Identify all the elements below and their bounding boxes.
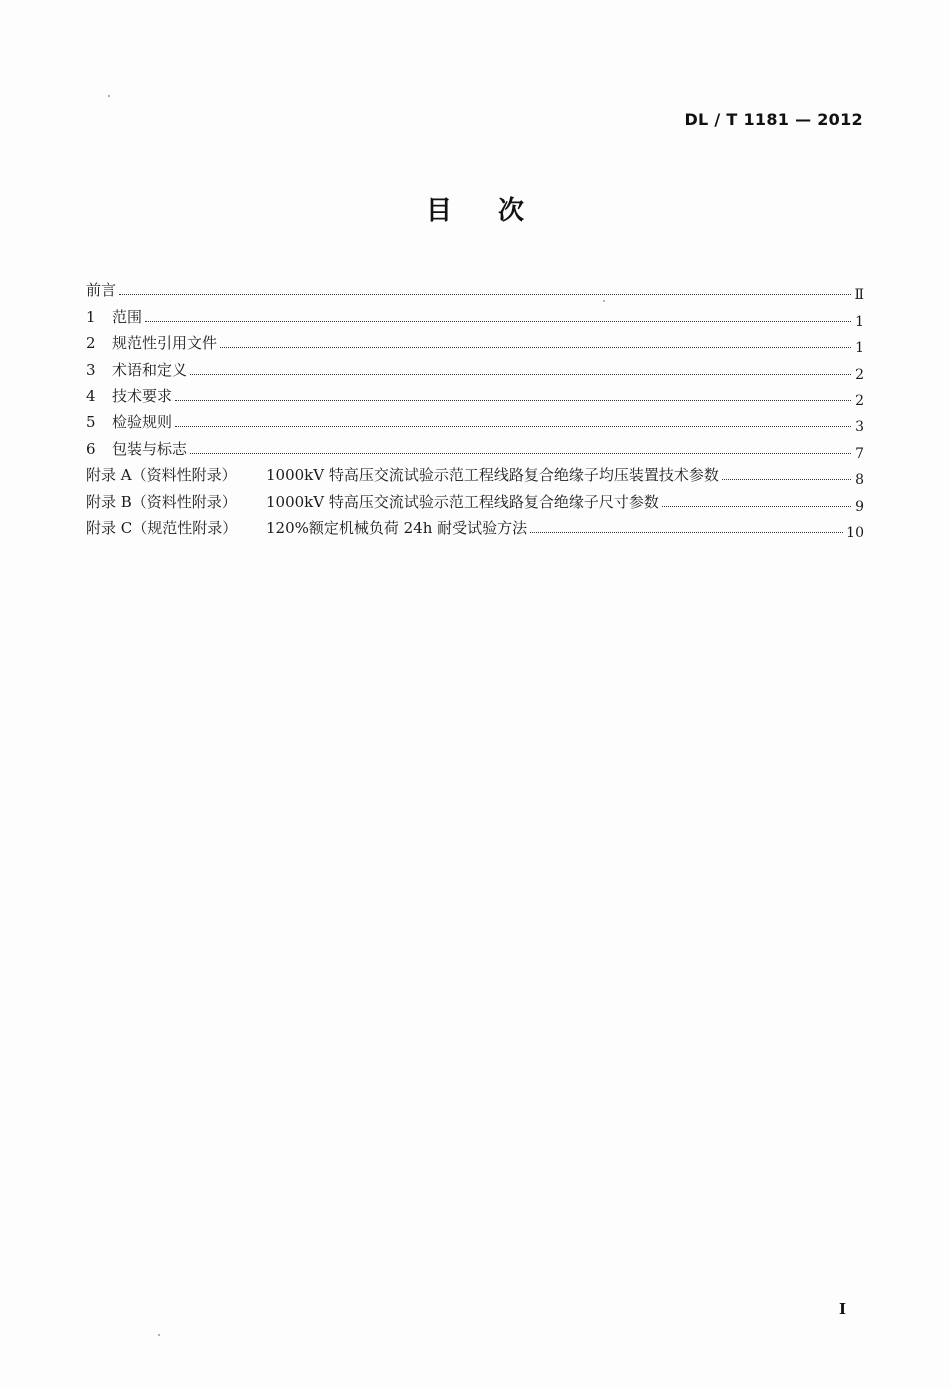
toc-dot-leader xyxy=(662,505,851,507)
toc-entry-technical-requirements[interactable] xyxy=(86,379,864,409)
toc-entry-page: 1 xyxy=(855,340,864,357)
toc-annex-title: 120%额定机械负荷 24h 耐受试验方法 xyxy=(266,518,528,537)
toc-entry-page: 8 xyxy=(855,472,864,489)
toc-dot-leader xyxy=(722,478,851,480)
toc-entry-page: 3 xyxy=(855,419,864,436)
toc-entry-page: 1 xyxy=(855,313,864,330)
toc-entry-number: 3 xyxy=(86,360,96,379)
toc-dot-leader xyxy=(190,452,851,454)
toc-dot-leader xyxy=(175,425,851,427)
toc-annex-title: 1000kV 特高压交流试验示范工程线路复合绝缘子均压装置技术参数 xyxy=(266,466,719,485)
toc-entry-normative-references[interactable] xyxy=(86,326,864,357)
table-of-contents xyxy=(86,273,864,541)
toc-annex-a[interactable] xyxy=(86,458,864,489)
toc-entry-label: 范围 xyxy=(112,307,143,326)
toc-entry-label: 检验规则 xyxy=(112,413,173,432)
toc-entry-label: 技术要求 xyxy=(112,386,173,405)
toc-entry-page: 2 xyxy=(855,366,864,383)
scan-speck xyxy=(603,300,605,302)
toc-entry-page: 10 xyxy=(846,524,864,541)
toc-entry-number: 2 xyxy=(86,334,96,353)
toc-annex-label: 附录 C（规范性附录） xyxy=(86,518,238,537)
toc-entry-page: Ⅱ xyxy=(854,287,864,304)
page-title xyxy=(0,190,950,227)
toc-entry-page: 9 xyxy=(855,498,864,515)
toc-entry-label: 包装与标志 xyxy=(112,439,188,458)
standard-code: DL / T 1181 — 2012 xyxy=(684,110,863,129)
scan-speck xyxy=(108,95,110,97)
toc-entry-terms-definitions[interactable] xyxy=(86,352,864,383)
toc-entry-label: 术语和定义 xyxy=(112,360,188,379)
title-char-2: 次 xyxy=(498,196,525,226)
toc-dot-leader xyxy=(530,531,843,533)
toc-annex-label: 附录 A（资料性附录） xyxy=(86,466,237,485)
toc-dot-leader xyxy=(220,346,851,348)
toc-entry-scope[interactable] xyxy=(86,299,864,330)
toc-entry-number: 1 xyxy=(86,307,96,326)
toc-annex-b[interactable] xyxy=(86,484,864,515)
scan-speck xyxy=(158,1334,160,1336)
toc-entry-packaging-marking[interactable] xyxy=(86,431,864,462)
toc-dot-leader xyxy=(190,373,851,375)
page-number: I xyxy=(838,1300,846,1318)
toc-dot-leader xyxy=(175,399,851,401)
toc-entry-number: 5 xyxy=(86,413,96,432)
toc-entry-page: 2 xyxy=(855,392,864,409)
toc-annex-label: 附录 B（资料性附录） xyxy=(86,492,237,511)
toc-annex-title: 1000kV 特高压交流试验示范工程线路复合绝缘子尺寸参数 xyxy=(266,492,659,511)
title-char-1: 目 xyxy=(425,196,452,226)
toc-dot-leader xyxy=(145,320,851,322)
toc-entry-label: 前言 xyxy=(86,281,117,300)
toc-entry-number: 4 xyxy=(86,386,96,405)
toc-annex-c[interactable] xyxy=(86,511,864,541)
toc-entry-number: 6 xyxy=(86,439,96,458)
toc-dot-leader xyxy=(119,293,851,295)
toc-entry-foreword[interactable] xyxy=(86,273,864,304)
toc-entry-inspection-rules[interactable] xyxy=(86,405,864,436)
toc-entry-page: 7 xyxy=(855,445,864,462)
toc-entry-label: 规范性引用文件 xyxy=(112,334,218,353)
